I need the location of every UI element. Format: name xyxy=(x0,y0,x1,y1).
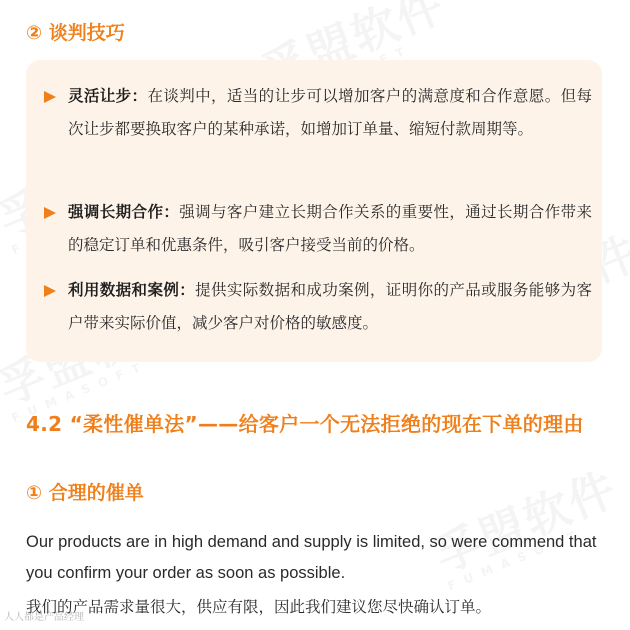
tip-text: 强调与客户建立长期合作关系的重要性，通过长期合作带来的稳定订单和优惠条件，吸引客户接受当前的价格。 xyxy=(68,203,592,254)
section-heading: 4.2 “柔性催单法”——给客户一个无法拒绝的现在下单的理由 xyxy=(26,412,584,436)
tip-item xyxy=(44,80,592,146)
tip-text-block xyxy=(68,80,592,146)
tip-term: 强调长期合作： xyxy=(68,203,180,221)
tip-text-block xyxy=(68,274,592,340)
example-english-text: Our products are in high demand and supply is limited, so were commend that you confirm your order as soon as possible. xyxy=(26,533,597,582)
credit-watermark: 人人都是产品经理 xyxy=(4,612,84,623)
section-subheading: ① 合理的催单 xyxy=(26,482,144,504)
section-subheading: ② 谈判技巧 xyxy=(26,22,125,44)
arrow-bullet-icon xyxy=(44,207,56,219)
arrow-bullet-icon xyxy=(44,285,56,297)
arrow-bullet-icon xyxy=(44,91,56,103)
tip-text: 在谈判中，适当的让步可以增加客户的满意度和合作意愿。但每次让步都要换取客户的某种承诺，如增加订单量、缩短付款周期等。 xyxy=(68,87,592,138)
tip-item xyxy=(44,274,592,340)
tip-text-block xyxy=(68,196,592,262)
tip-item xyxy=(44,196,592,262)
example-chinese-text: 我们的产品需求量很大，供应有限，因此我们建议您尽快确认订单。 xyxy=(26,598,492,616)
tip-text: 提供实际数据和成功案例，证明你的产品或服务能够为客户带来实际价值，减少客户对价格的敏感度。 xyxy=(68,281,592,332)
tip-term: 灵活让步： xyxy=(68,87,148,105)
tips-card xyxy=(26,60,602,362)
tip-term: 利用数据和案例： xyxy=(68,281,196,299)
